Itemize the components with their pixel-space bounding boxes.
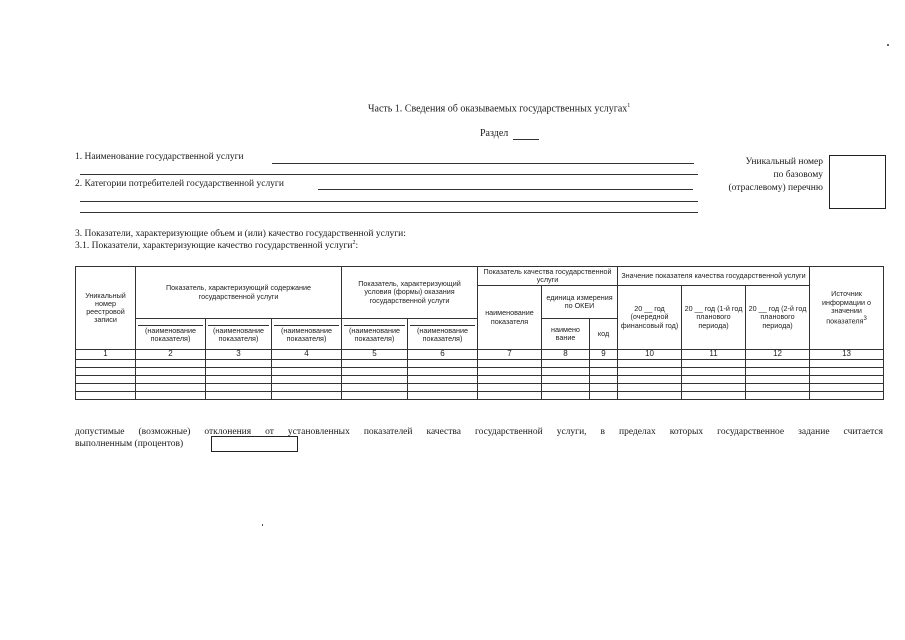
table-cell[interactable] [618,376,682,384]
scan-dot-top-right [887,44,889,46]
scan-dot-bottom [262,524,263,526]
table-cell[interactable] [76,392,136,400]
table-cell[interactable] [478,360,542,368]
table-cell[interactable] [342,360,408,368]
table-cell[interactable] [618,392,682,400]
table-cell[interactable] [272,392,342,400]
table-cell[interactable] [618,368,682,376]
consumers-label: 2. Категории потребителей государственной услуги [75,179,284,189]
quality-indicators-table [75,266,884,400]
table-cell[interactable] [746,384,810,392]
header-unit-okei: единица измерения по ОКЕИ [542,286,618,319]
table-cell[interactable] [408,384,478,392]
header-indicator-name-1 [136,319,206,350]
table-cell[interactable] [542,368,590,376]
table-cell[interactable] [746,392,810,400]
service-name-label: 1. Наименование государственной услуги [75,152,244,162]
header-quality-name: наименование показателя [478,286,542,350]
table-cell[interactable] [590,392,618,400]
header-content: Показатель, характеризующий содержание государственной услуги [136,267,342,319]
table-cell[interactable] [136,376,206,384]
indicators-subheading-text: 3.1. Показатели, характеризующие качество государственной услуги [75,241,353,252]
header-source-text: Источник информации о значении показателя [822,289,871,326]
part-title-footnote: 1 [627,103,631,109]
col-number: 11 [682,350,746,360]
indicator-name-2: (наименование показателя) [208,325,269,343]
table-cell[interactable] [408,368,478,376]
unique-number-box[interactable] [829,155,886,209]
table-cell[interactable] [542,376,590,384]
table-cell[interactable] [810,384,884,392]
unique-number-line2: по базовому [773,170,823,180]
service-name-line-2[interactable] [80,174,698,175]
consumers-line-2[interactable] [80,201,698,202]
service-name-line[interactable] [272,163,694,164]
header-source-footnote: 3 [863,316,867,322]
header-year-plan2: 20 __ год (2-й год планового периода) [746,286,810,350]
consumers-line-3[interactable] [80,212,698,213]
table-cell[interactable] [478,368,542,376]
column-numbers-row [76,350,884,360]
table-row [76,384,884,392]
table-cell[interactable] [342,368,408,376]
table-cell[interactable] [408,376,478,384]
table-cell[interactable] [682,392,746,400]
indicators-subheading-footnote: 2 [352,240,356,246]
section-number-line[interactable] [513,139,539,140]
header-quality: Показатель качества государственной услуги [478,267,618,286]
indicator-name-5: (наименование показателя) [410,325,475,343]
col-number: 5 [342,350,408,360]
header-registry: Уникальный номер реестровой записи [76,267,136,350]
table-cell[interactable] [272,384,342,392]
indicator-name-4: (наименование показателя) [344,325,405,343]
table-cell[interactable] [618,384,682,392]
indicators-heading: 3. Показатели, характеризующие объем и (или) качество государственной услуги: [75,229,406,239]
deviation-percent-box[interactable] [211,436,298,452]
part-title [368,103,630,114]
table-cell[interactable] [682,368,746,376]
col-number: 7 [478,350,542,360]
unique-number-line1: Уникальный номер [745,157,823,167]
col-number: 6 [408,350,478,360]
header-indicator-name-4 [342,319,408,350]
table-cell[interactable] [810,360,884,368]
colon: : [355,241,359,252]
indicator-name-3: (наименование показателя) [274,325,339,343]
table-cell[interactable] [272,360,342,368]
table-cell[interactable] [408,360,478,368]
col-number: 12 [746,350,810,360]
col-number: 8 [542,350,590,360]
table-cell[interactable] [682,376,746,384]
indicators-subheading [75,240,358,251]
table-row [76,360,884,368]
table-cell[interactable] [136,360,206,368]
header-year-current: 20 __ год (очередной финансовый год) [618,286,682,350]
table-cell[interactable] [342,392,408,400]
table-row [76,392,884,400]
col-number: 9 [590,350,618,360]
unique-number-label [710,156,823,195]
section-label [480,128,508,139]
table-cell[interactable] [342,376,408,384]
header-year-plan1: 20 __ год (1-й год планового периода) [682,286,746,350]
table-cell[interactable] [478,392,542,400]
header-conditions: Показатель, характеризующий условия (формы) оказания государственной услуги [342,267,478,319]
table-cell[interactable] [76,360,136,368]
table-cell[interactable] [206,384,272,392]
header-values: Значение показателя качества государственной услуги [618,267,810,286]
col-number: 2 [136,350,206,360]
col-number: 10 [618,350,682,360]
col-number: 1 [76,350,136,360]
table-cell[interactable] [618,360,682,368]
deviation-text-line2: выполненным (процентов) [75,439,184,449]
table-cell[interactable] [682,384,746,392]
indicator-name-1: (наименование показателя) [138,325,203,343]
table-cell[interactable] [590,384,618,392]
col-number: 3 [206,350,272,360]
header-indicator-name-2 [206,319,272,350]
table-cell[interactable] [136,384,206,392]
table-cell[interactable] [342,384,408,392]
table-cell[interactable] [746,376,810,384]
col-number: 13 [810,350,884,360]
table-cell[interactable] [206,368,272,376]
col-number: 4 [272,350,342,360]
table-cell[interactable] [746,368,810,376]
table-cell[interactable] [478,376,542,384]
table-cell[interactable] [746,360,810,368]
header-unit-name: наимено вание [542,319,590,350]
deviation-paragraph [75,426,883,450]
table-cell[interactable] [542,360,590,368]
unique-number-line3: (отраслевому) перечню [728,183,823,193]
table-cell[interactable] [206,360,272,368]
part-title-text: Часть 1. Сведения об оказываемых государственных услугах [368,103,628,115]
table-cell[interactable] [76,368,136,376]
section-label-text: Раздел [480,128,509,139]
table-header-row-1 [76,267,884,286]
table-cell[interactable] [76,376,136,384]
table-cell[interactable] [542,392,590,400]
table-cell[interactable] [590,376,618,384]
table-row [76,368,884,376]
table-cell[interactable] [206,392,272,400]
header-indicator-name-5 [408,319,478,350]
table-cell[interactable] [136,368,206,376]
table-cell[interactable] [272,376,342,384]
table-cell[interactable] [810,368,884,376]
table-cell[interactable] [810,392,884,400]
table-cell[interactable] [136,392,206,400]
table-cell[interactable] [590,360,618,368]
header-indicator-name-3 [272,319,342,350]
table-cell[interactable] [682,360,746,368]
deviation-text-line1: допустимые (возможные) отклонения от установленных показателей качества государственной услуги, в пределах которых государственное задание считается [75,427,883,437]
table-cell[interactable] [590,368,618,376]
table-cell[interactable] [810,376,884,384]
table-row [76,376,884,384]
table-cell[interactable] [206,376,272,384]
table-cell[interactable] [272,368,342,376]
table-cell[interactable] [542,384,590,392]
header-source [810,267,884,350]
table-cell[interactable] [76,384,136,392]
header-unit-code: код [590,319,618,350]
table-cell[interactable] [408,392,478,400]
consumers-line[interactable] [318,189,693,190]
table-cell[interactable] [478,384,542,392]
